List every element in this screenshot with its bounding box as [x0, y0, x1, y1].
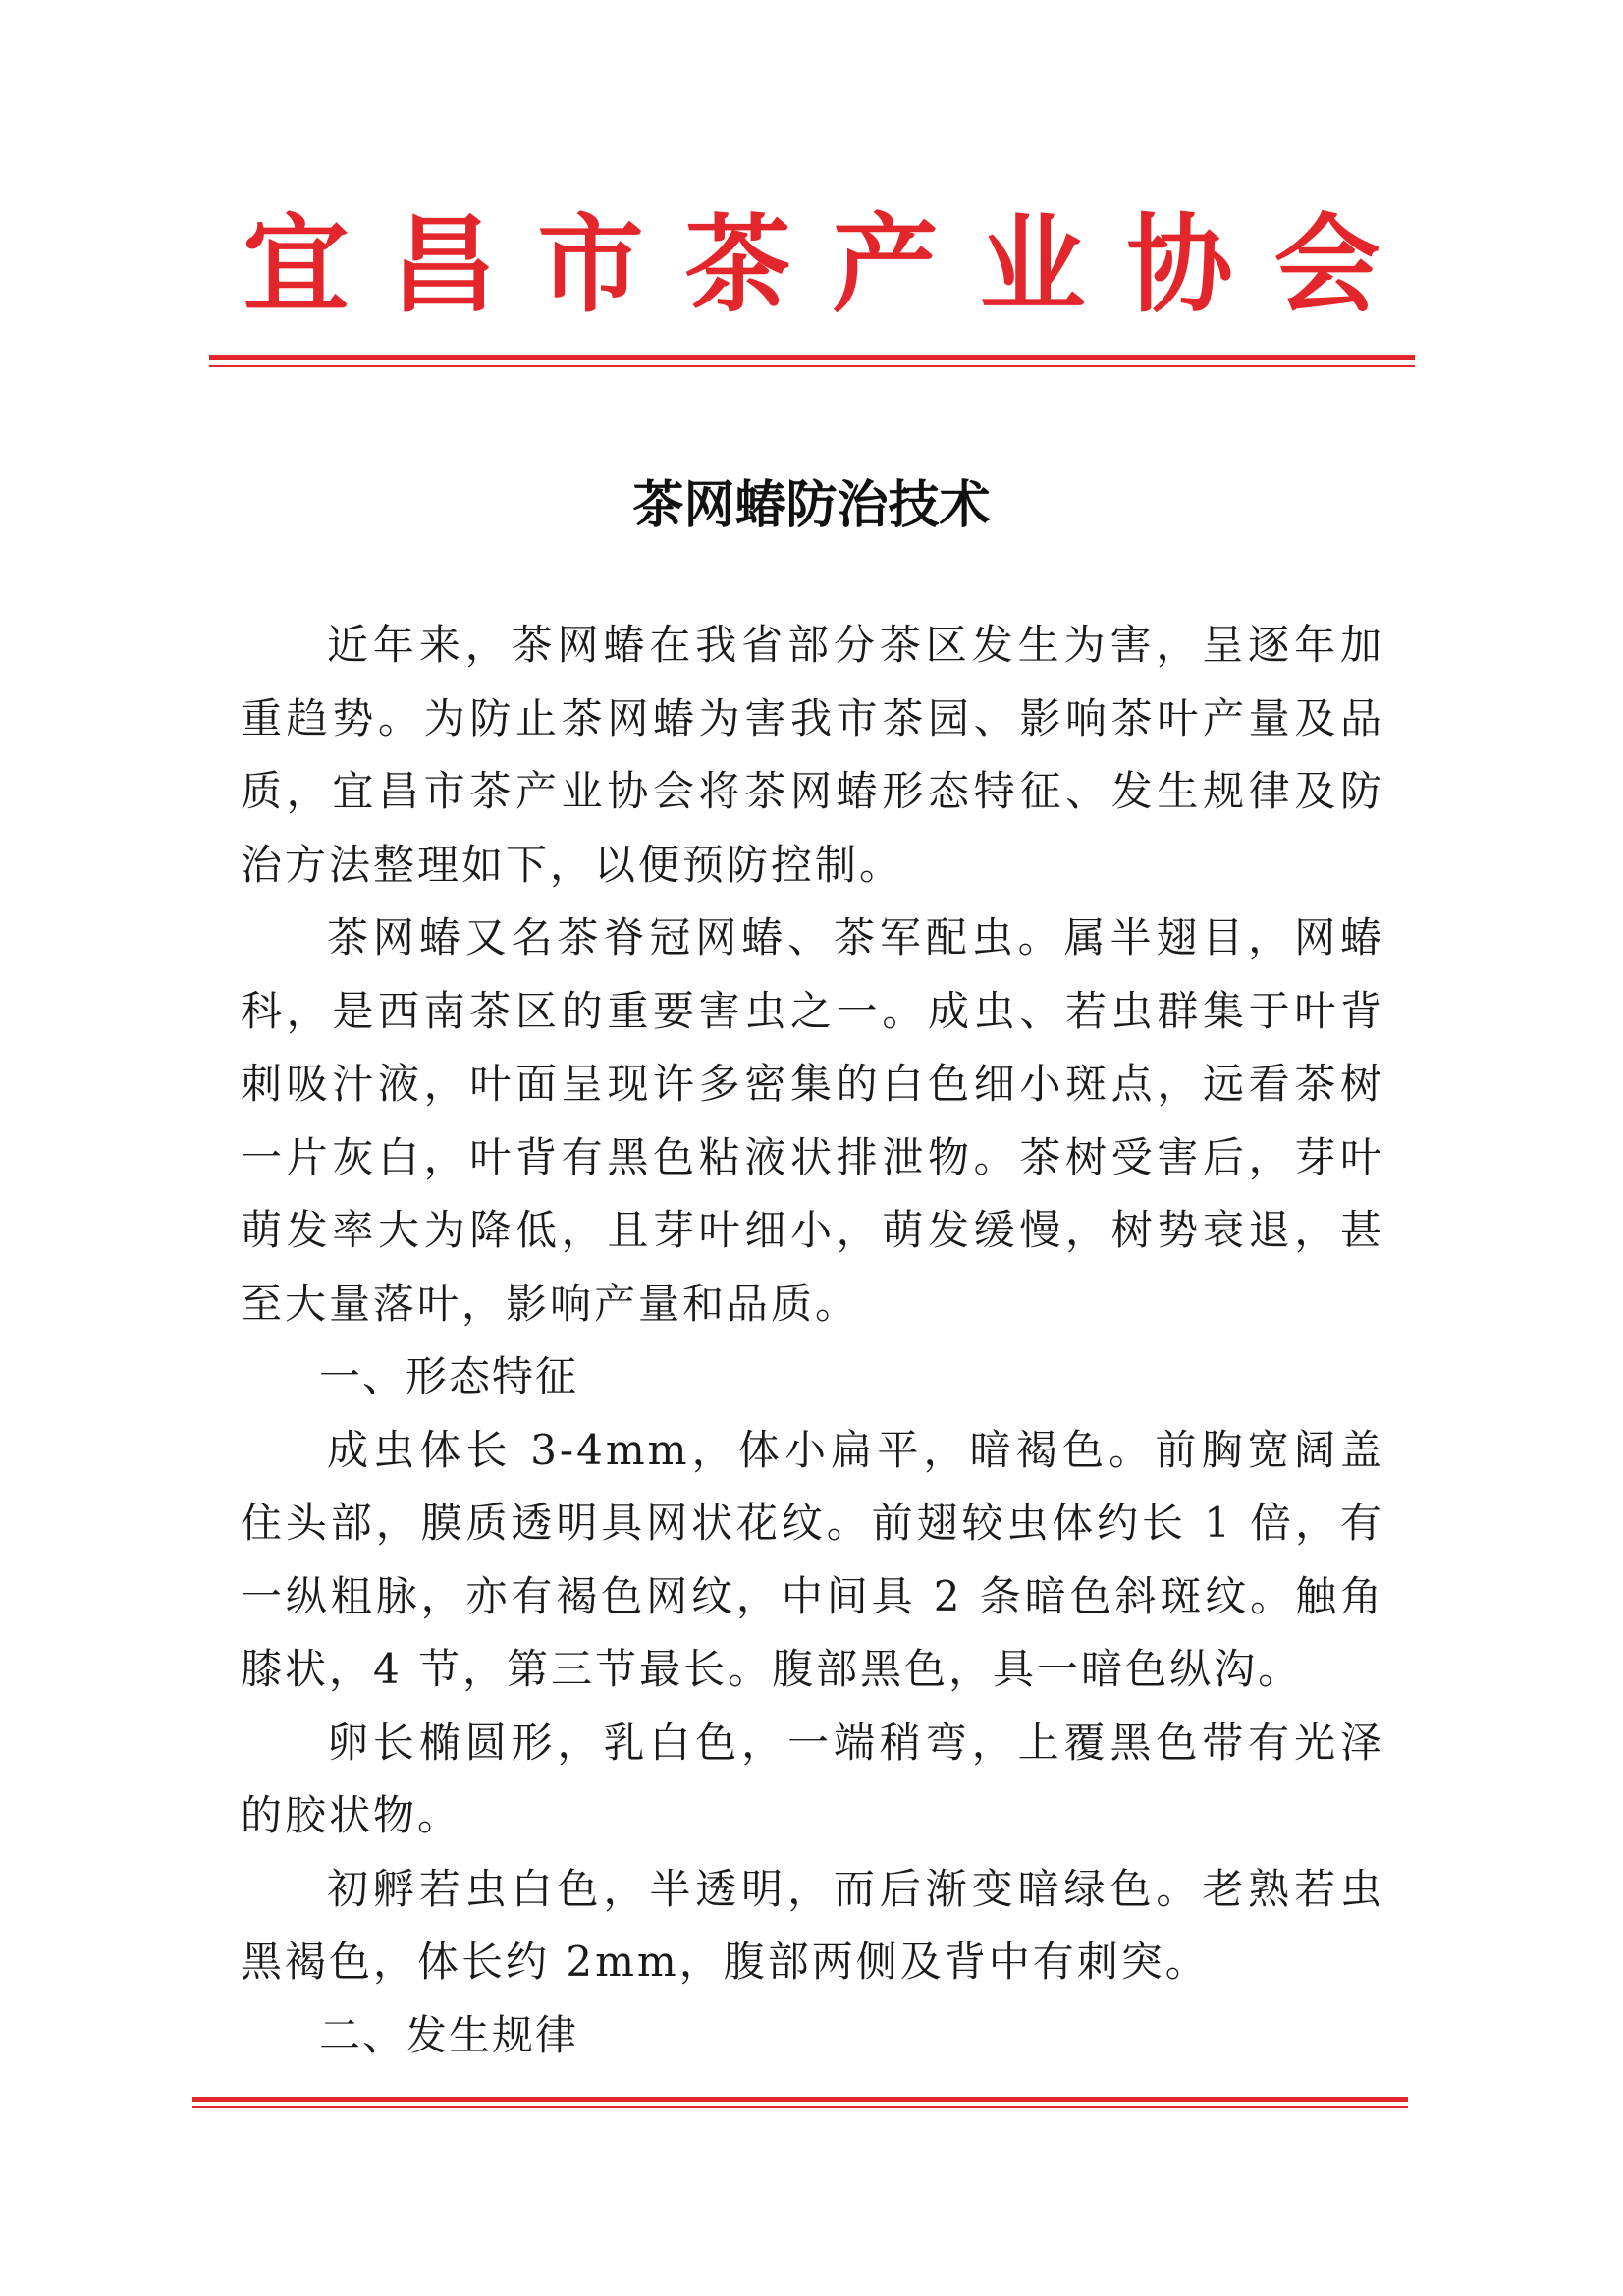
- letterhead-divider-thick: [209, 355, 1415, 360]
- nymph-description-paragraph: 初孵若虫白色，半透明，而后渐变暗绿色。老熟若虫黑褐色，体长约 2mm，腹部两侧及背中有刺突。: [241, 1864, 1384, 1986]
- footer-divider-thin: [192, 2106, 1408, 2108]
- section-heading-morphology: 一、形态特征: [319, 1352, 579, 1400]
- document-body: [241, 609, 1384, 2072]
- overview-paragraph: 茶网蝽又名茶脊冠网蝽、茶军配虫。属半翅目，网蝽科，是西南茶区的重要害虫之一。成虫、若虫群集于叶背刺吸汁液，叶面呈现许多密集的白色细小斑点，远看茶树一片灰白，叶背有黑色粘液状排泄物。茶树受害后，芽叶萌发率大为降低，且芽叶细小，萌发缓慢，树势衰退，甚至大量落叶，影响产量和品质。: [241, 913, 1384, 1328]
- letterhead-divider-thin: [209, 365, 1415, 367]
- intro-paragraph: 近年来，茶网蝽在我省部分茶区发生为害，呈逐年加重趋势。为防止茶网蝽为害我市茶园、影响茶叶产量及品质，宜昌市茶产业协会将茶网蝽形态特征、发生规律及防治方法整理如下，以便预防控制。: [241, 621, 1384, 889]
- footer-divider-thick: [192, 2097, 1408, 2102]
- egg-description-paragraph: 卵长椭圆形，乳白色，一端稍弯，上覆黑色带有光泽的胶状物。: [241, 1718, 1384, 1839]
- letterhead-org-name: 宜昌市茶产业协会: [243, 203, 1422, 327]
- adult-description-paragraph: 成虫体长 3-4mm，体小扁平，暗褐色。前胸宽阔盖住头部，膜质透明具网状花纹。前翅较虫体约长 1 倍，有一纵粗脉，亦有褐色网纹，中间具 2 条暗色斜斑纹。触角膝状，4 节，第三节最长。腹部黑色，具一暗色纵沟。: [241, 1425, 1384, 1693]
- section-heading-occurrence: 二、发生规律: [319, 2010, 579, 2059]
- document-title: 茶网蝽防治技术: [632, 476, 991, 535]
